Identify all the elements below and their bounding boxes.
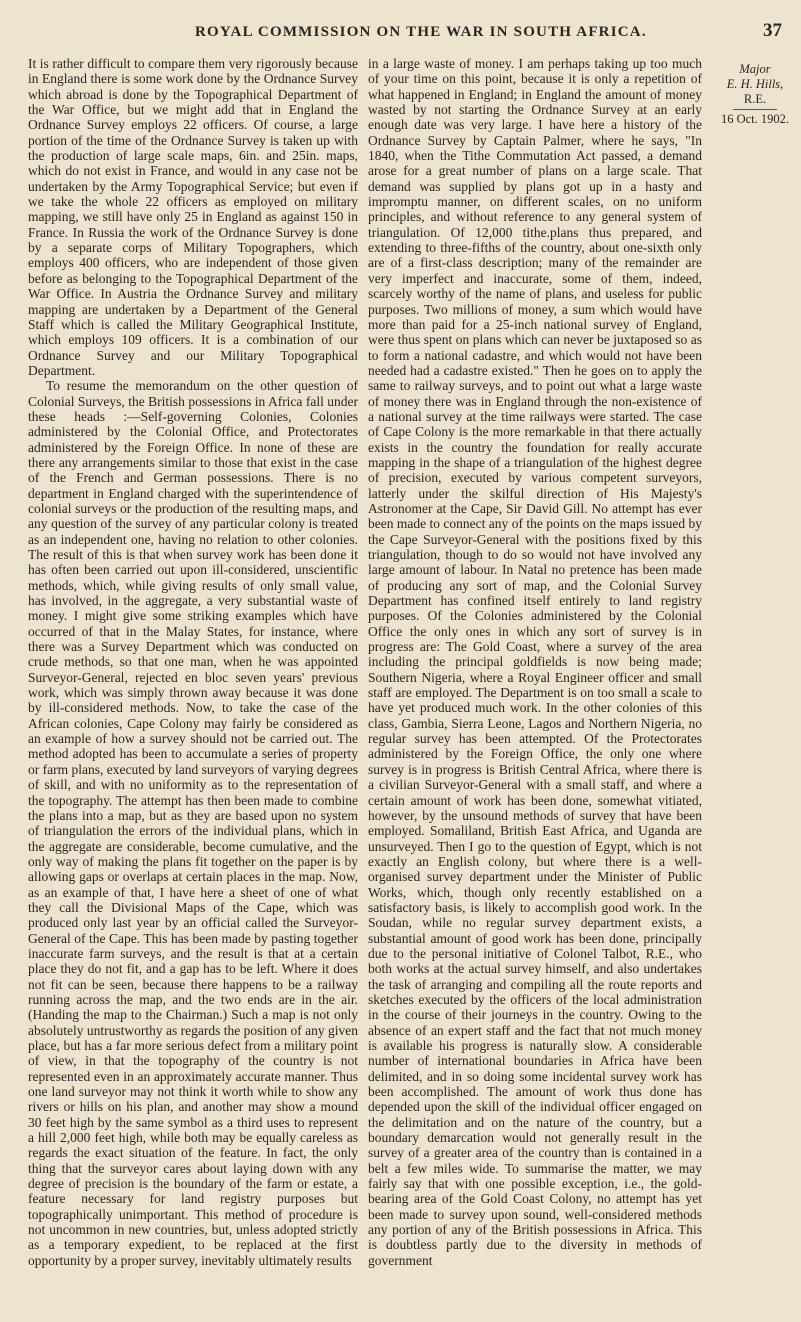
witness-margin-note (712, 62, 798, 127)
witness-rank: Major (739, 62, 771, 76)
running-title: ROYAL COMMISSION ON THE WAR IN SOUTH AFRICA. (195, 24, 647, 40)
witness-name: E. H. Hills, (726, 77, 784, 91)
right-paragraph-1: in a large waste of money. I am perhaps taking up too much of your time on this point, because it is only a repetition of what happened in England; in England the amount of money wasted by not starting the Ordnance Survey at an early enough date was very large. I have here a history of the Ordnance Survey by Captain Palmer, where he says, "In 1840, when the Tithe Commutation Act passed, a demand arose for a great number of plans on a large scale. That demand was supplied by plans got up in a hasty and impromptu manner, on different scales, on no uniform principles, and without reference to any general system of triangulation. Of 12,000 tithe.plans thus prepared, and extending to three-fifths of the country, about one-sixth only are of a first-class description; many of the remainder are very imperfect and inaccurate, some of them, indeed, scarcely worthy of the name of plans, and useless for public purposes. Two millions of money, a sum which would have more than paid for a 25-inch national survey of England, were thus spent on plans which can never be juxtaposed so as to form a national cadastre, and which would not have been needed had a cadastre existed." Then he goes on to apply the same to railway surveys, and to point out what a large waste of money there was in England through the non-existence of a national survey at the time railways were started. The case of Cape Colony is the more remarkable in that there actually exists in the country the foundation for really accurate mapping in the shape of a triangulation of the highest degree of precision, executed by various competent surveyors, latterly under the skilful direction of His Majesty's Astronomer at the Cape, Sir David Gill. No attempt has ever been made to connect any of the points on the maps issued by the Cape Surveyor-General with the positions fixed by this triangulation, though to do so would not have involved any large amount of labour. In Natal no pretence has been made of producing any sort of map, and the Colonial Survey Department has confined itself entirely to land registry purposes. Of the Colonies administered by the Colonial Office the only ones in which any sort of survey is in progress are: The Gold Coast, where a survey of the area including the principal goldfields is now being made; Southern Nigeria, where a Royal Engineer officer and small staff are employed. The Department is on too small a scale to have yet produced much work. In the other colonies of this class, Gambia, Sierra Leone, Lagos and Northern Nigeria, no regular survey has been attempted. Of the Protectorates administered by the Foreign Office, the only one where survey is in progress is British Central Africa, where there is a civilian Surveyor-General with a small staff, and where a certain amount of work has been done, somewhat vitiated, however, by the unsound methods of survey that have been employed. Somaliland, British East Africa, and Uganda are unsurveyed. Then I go to the question of Egypt, which is not exactly an English colony, but where there is a well-organised survey department under the Minister of Public Works, which, though only recently established on a satisfactory basis, is likely to accomplish good work. In the Soudan, while no regular survey department exists, a substantial amount of good work has been done, principally due to the personal initiative of Colonel Talbot, R.E., who both works at the actual survey himself, and also undertakes the task of arranging and compiling all the route reports and sketches executed by the officers of the local administration in the course of their journeys in the country. Owing to the absence of an expert staff and the fact that not much money is available his progress is naturally slow. A considerable number of international boundaries in Africa have been delimited, and in so doing some incidental survey work has been accomplished. The amount of work thus done has depended upon the skill of the individual officer engaged on the delimitation and on the nature of the country, but a boundary demarcation would not generally result in the survey of a greater area of the country than is contained in a belt a few miles wide. To summarise the matter, we may fairly say that with one possible exception, i.e., the gold-bearing area of the Gold Coast Colony, no attempt has yet been made to survey upon sound, well-considered methods any portion of any of the British possessions in Africa. This is doubtless partly due to the diversity in methods of government (368, 56, 702, 1268)
right-column (368, 56, 702, 1318)
page-number: 37 (763, 20, 782, 41)
page-header (0, 18, 801, 46)
witness-corps: R.E. (743, 92, 767, 106)
left-paragraph-2: To resume the memorandum on the other question of Colonial Surveys, the British possessions in Africa fall under these heads :—Self-governing Colonies, Colonies administered by the Colonial Office, and Protectorates administered by the Foreign Office. In none of these are there any arrangements similar to those that exist in the case of the French and German possessions. There is no department in England charged with the superintendence of colonial surveys or the production of the resulting maps, and any question of the survey of any particular colony is treated as an independent one, having no relation to other colonies. The result of this is that when survey work has been done it has often been carried out upon ill-considered, unscientific methods, which, while giving results of only small value, has involved, in the aggregate, a very substantial waste of money. I might give some striking examples which have occurred of that in the Malay States, for instance, where there was a Survey Department which was conducted on crude methods, so that one man, when he was appointed Surveyor-General, rejected en bloc seven years' previous work, which was simply thrown away because it was done by ill-considered methods. Now, to take the case of the African colonies, Cape Colony may fairly be considered as an example of how a survey should not be carried out. The method adopted has been to accumulate a series of property or farm plans, executed by land surveyors of varying degrees of skill, and with no uniformity as to the representation of the topography. The attempt has then been made to combine the plans into a map, but as they are based upon no system of triangulation the errors of the individual plans, which in the aggregate are considerable, become cumulative, and the only way of making the plans fit together on the paper is by allowing gaps or overlaps at certain places in the map. Now, as an example of that, I have here a sheet of one of what they call the Divisional Maps of the Cape, which was produced only last year by an official called the Surveyor-General of the Cape. This has been made by pasting together inaccurate farm surveys, and the result is that at a certain place they do not fit, and a gap has to be left. Where it does not fit can be seen, because there happens to be a railway running across the map, and the two ends are in the air. (Handing the map to the Chairman.) Such a map is not only absolutely untrustworthy as regards the position of any given place, but has a far more serious defect from a military point of view, in that the topography of the country is not represented even in an approximately accurate manner. Thus one land surveyor may not think it worth while to show any rivers or hills on his plan, and another may show a mound 30 feet high by the same symbol as a third uses to represent a hill 2,000 feet high, while both may be equally careless as regards the exact situation of the feature. In fact, the only thing that the surveyor cares about laying down with any degree of precision is the boundary of the farm or estate, a feature necessary for land registry purposes but topographically unimportant. This method of procedure is not uncommon in new countries, but, unless adopted strictly as a temporary expedient, to be replaced at the first opportunity by a proper survey, inevitably ultimately results (28, 378, 358, 1268)
margin-rule (733, 109, 777, 110)
left-paragraph-1: It is rather difficult to compare them very rigorously because in England there is some work done by the Ordnance Survey which abroad is done by the Topographical Department of the War Office, but we might add that in England the Ordnance Survey employs 22 officers. Of course, a large portion of the time of the Ordnance Survey is taken up with the production of large scale maps, 6in. and 25in. maps, which do not exist in France, and would in any case not be undertaken by the Army Topographical Service; but even if we take the whole 22 officers as employed on military mapping, we still have only 25 in England as against 150 in France. In Russia the work of the Ordnance Survey is done by a separate corps of Military Topographers, which employs 400 officers, who are independent of those given before as belonging to the Topographical Department of the War Office. In Austria the Ordnance Survey and military mapping are undertaken by a Department of the General Staff which is called the Military Geographical Institute, which employs 109 officers. It is a combination of our Ordnance Survey and our Military Topographical Department. (28, 56, 358, 378)
testimony-date: 16 Oct. 1902. (720, 112, 790, 126)
left-column (28, 56, 358, 1318)
